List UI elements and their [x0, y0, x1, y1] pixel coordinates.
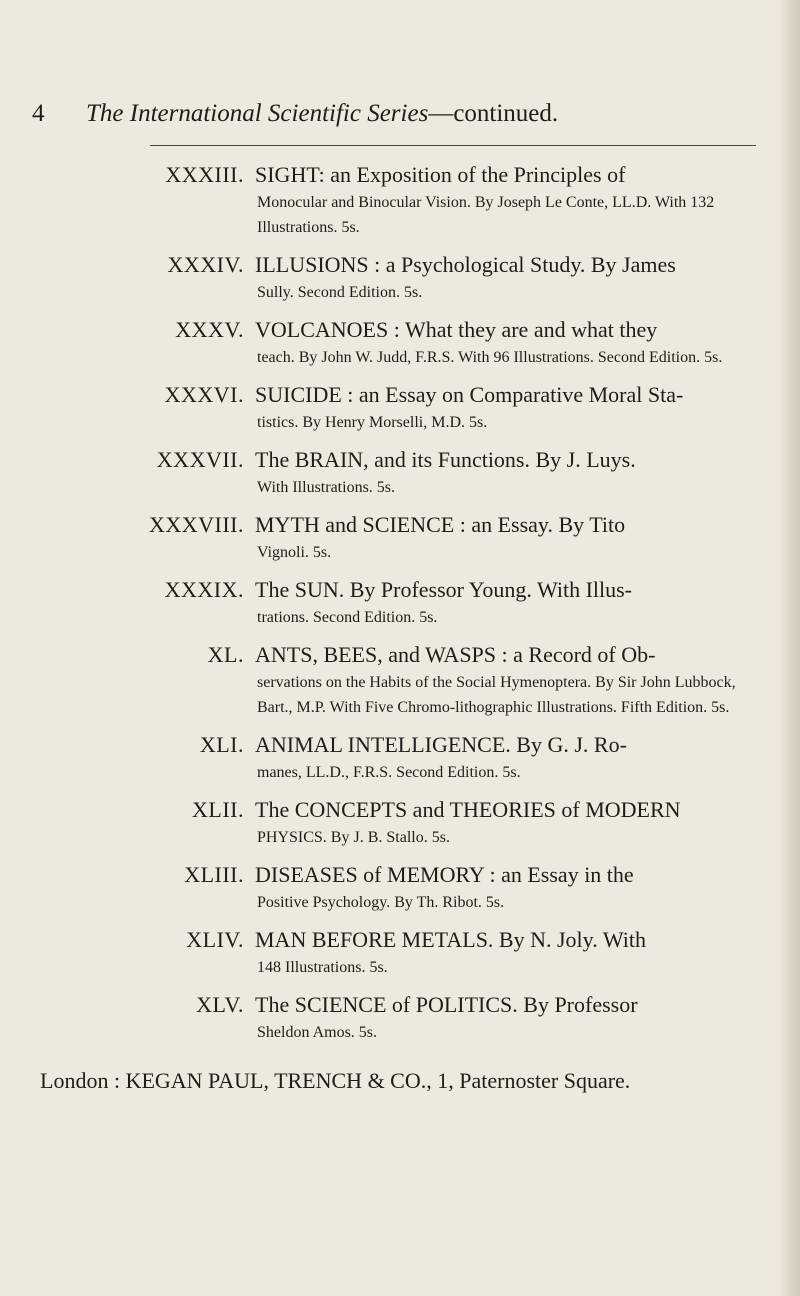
publisher-imprint: London : KEGAN PAUL, TRENCH & CO., 1, Paternoster Square.: [40, 1068, 631, 1093]
entry-title-line: MYTH and SCIENCE : an Essay. By Tito: [255, 512, 626, 537]
volume-number: XXXVII.: [156, 447, 244, 472]
entry-title-line: VOLCANOES : What they are and what they: [255, 317, 658, 342]
entry-description: servations on the Habits of the Social Hymenoptera. By Sir John Lubbock, Bart., M.P. With Five Chromo-lithographic Illustrations. Fifth Edition. 5s.: [257, 674, 736, 716]
entry-title-line: ANTS, BEES, and WASPS : a Record of Ob-: [255, 642, 656, 667]
entry-description: teach. By John W. Judd, F.R.S. With 96 Illustrations. Second Edition. 5s.: [257, 349, 723, 366]
volume-number: XXXVI.: [164, 382, 244, 407]
entry-description: Sully. Second Edition. 5s.: [257, 284, 423, 301]
entry-title-line: ILLUSIONS : a Psychological Study. By James: [255, 252, 676, 277]
page-number: 4: [32, 100, 45, 127]
entry-title-line: The BRAIN, and its Functions. By J. Luys.: [255, 447, 636, 472]
entry-text: [255, 315, 755, 370]
entry-text: [255, 160, 755, 240]
entry-text: [255, 730, 755, 785]
series-list: [0, 160, 800, 1055]
entry-description: Vignoli. 5s.: [257, 544, 332, 561]
entry-description: manes, LL.D., F.R.S. Second Edition. 5s.: [257, 764, 521, 781]
entry-text: [255, 250, 755, 305]
list-item: [0, 795, 800, 850]
list-item: [0, 380, 800, 435]
entry-title-line: The SCIENCE of POLITICS. By Professor: [255, 992, 638, 1017]
volume-number: XLV.: [196, 992, 244, 1017]
volume-number: XLI.: [199, 732, 244, 757]
volume-number: XXXIII.: [165, 162, 244, 187]
list-item: [0, 860, 800, 915]
entry-description: Sheldon Amos. 5s.: [257, 1024, 378, 1041]
volume-number: XLIII.: [184, 862, 244, 887]
entry-title-line: MAN BEFORE METALS. By N. Joly. With: [255, 927, 646, 952]
entry-title-line: The CONCEPTS and THEORIES of MODERN: [255, 797, 681, 822]
entry-text: [255, 795, 755, 850]
page-header: [32, 94, 732, 134]
entry-title-line: SIGHT: an Exposition of the Principles of: [255, 162, 626, 187]
volume-number: XXXV.: [175, 317, 244, 342]
list-item: [0, 730, 800, 785]
running-title: [86, 94, 558, 134]
entry-description: trations. Second Edition. 5s.: [257, 609, 438, 626]
volume-number: XLII.: [192, 797, 244, 822]
entry-text: [255, 510, 755, 565]
entry-title-line: The SUN. By Professor Young. With Illus-: [255, 577, 633, 602]
entry-description: PHYSICS. By J. B. Stallo. 5s.: [257, 829, 450, 846]
volume-number: XXXIX.: [164, 577, 244, 602]
running-title-italic: The International Scientific Series: [86, 100, 429, 127]
entry-text: [255, 990, 755, 1045]
entry-text: [255, 860, 755, 915]
list-item: [0, 250, 800, 305]
entry-description: Monocular and Binocular Vision. By Joseph Le Conte, LL.D. With 132 Illustrations. 5s.: [257, 194, 715, 236]
entry-title-line: SUICIDE : an Essay on Comparative Moral Sta-: [255, 382, 684, 407]
entry-text: [255, 445, 755, 500]
entry-description: 148 Illustrations. 5s.: [257, 959, 388, 976]
list-item: [0, 315, 800, 370]
entry-text: [255, 640, 755, 720]
entry-description: With Illustrations. 5s.: [257, 479, 396, 496]
header-rule: [150, 145, 756, 146]
list-item: [0, 925, 800, 980]
entry-title-line: DISEASES of MEMORY : an Essay in the: [255, 862, 634, 887]
running-title-suffix: —continued.: [428, 100, 559, 127]
volume-number: XL.: [207, 642, 244, 667]
list-item: [0, 160, 800, 240]
list-item: [0, 510, 800, 565]
list-item: [0, 445, 800, 500]
entry-text: [255, 925, 755, 980]
volume-number: XXXVIII.: [148, 512, 244, 537]
list-item: [0, 640, 800, 720]
volume-number: XXXIV.: [167, 252, 244, 277]
entry-description: tistics. By Henry Morselli, M.D. 5s.: [257, 414, 488, 431]
entry-title-line: ANIMAL INTELLIGENCE. By G. J. Ro-: [255, 732, 627, 757]
entry-text: [255, 575, 755, 630]
list-item: [0, 575, 800, 630]
volume-number: XLIV.: [186, 927, 244, 952]
entry-text: [255, 380, 755, 435]
list-item: [0, 990, 800, 1045]
entry-description: Positive Psychology. By Th. Ribot. 5s.: [257, 894, 505, 911]
